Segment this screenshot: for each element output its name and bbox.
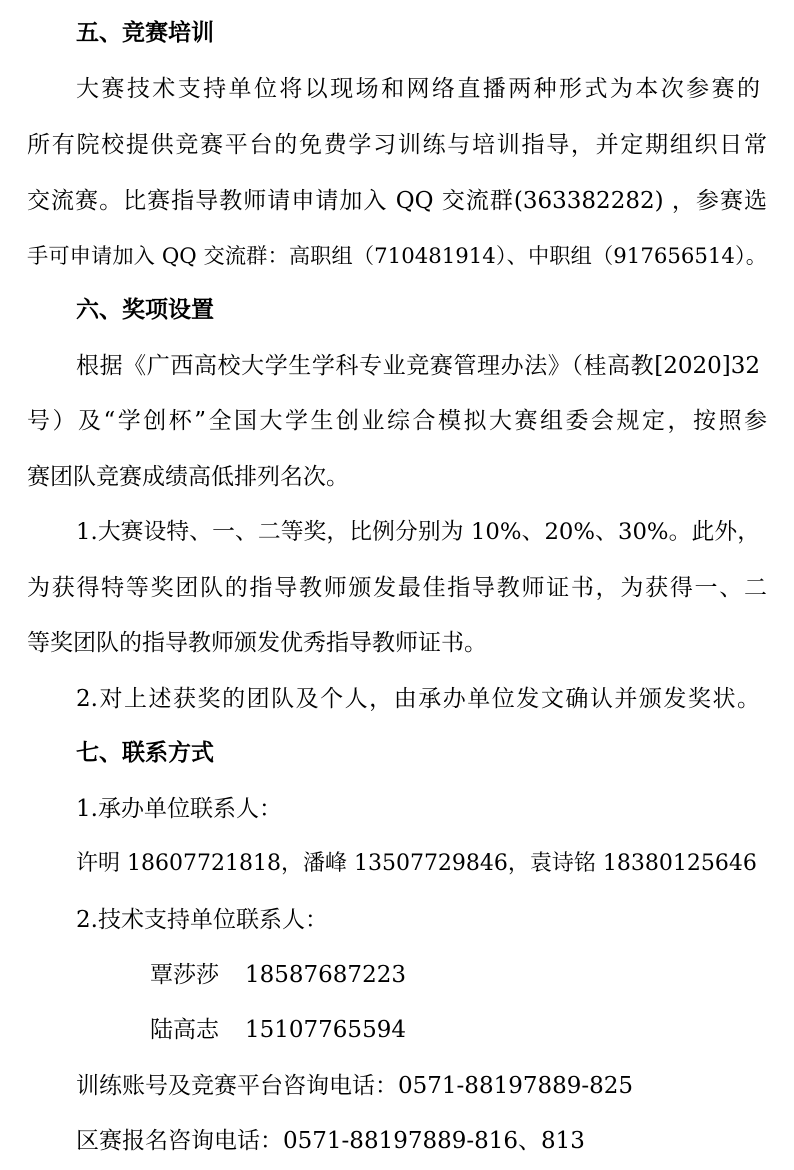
- support-contact-row: [150, 957, 760, 993]
- contact-phone: 18587687223: [245, 962, 406, 988]
- contact-phone: 15107765594: [245, 1017, 406, 1043]
- section-heading-contact: 七、联系方式: [76, 740, 214, 766]
- support-contact-row: [150, 1012, 760, 1048]
- organizer-contact-label: 1.承办单位联系人：: [76, 796, 282, 822]
- contact-name: 覃莎莎: [150, 962, 219, 988]
- paragraph-line: 根据《广西高校大学生学科专业竞赛管理办法》（桂高教[2020]32: [76, 353, 760, 379]
- paragraph-line: 为获得特等奖团队的指导教师颁发最佳指导教师证书，为获得一、二: [27, 575, 767, 601]
- paragraph-line: 赛团队竞赛成绩高低排列名次。: [27, 464, 349, 490]
- registration-hotline: 区赛报名咨询电话：0571-88197889-816、813: [76, 1128, 585, 1154]
- support-contact-label: 2.技术支持单位联系人：: [76, 907, 328, 933]
- contact-name: 陆高志: [150, 1017, 219, 1043]
- training-platform-hotline: 训练账号及竞赛平台咨询电话：0571-88197889-825: [76, 1073, 634, 1099]
- section-heading-training: 五、竞赛培训: [76, 20, 214, 46]
- paragraph-line: 交流赛。比赛指导教师请申请加入 QQ 交流群(363382282) ，参赛选: [27, 188, 767, 214]
- paragraph-line: 2.对上述获奖的团队及个人，由承办单位发文确认并颁发奖状。: [76, 686, 760, 712]
- paragraph-line: 手可申请加入 QQ 交流群：高职组（710481914）、中职组（917656514）。: [27, 244, 767, 269]
- organizer-contacts: 许明 18607721818，潘峰 13507729846，袁诗铭 18380125646: [76, 851, 757, 876]
- section-heading-awards: 六、奖项设置: [76, 297, 214, 323]
- paragraph-line: 所有院校提供竞赛平台的免费学习训练与培训指导，并定期组织日常: [27, 132, 767, 158]
- paragraph-line: 大赛技术支持单位将以现场和网络直播两种形式为本次参赛的: [76, 76, 760, 102]
- paragraph-line: 等奖团队的指导教师颁发优秀指导教师证书。: [27, 630, 487, 656]
- paragraph-line: 1.大赛设特、一、二等奖，比例分别为 10%、20%、30%。此外，: [76, 519, 760, 545]
- paragraph-line: 号）及“学创杯”全国大学生创业综合模拟大赛组委会规定，按照参: [27, 408, 767, 434]
